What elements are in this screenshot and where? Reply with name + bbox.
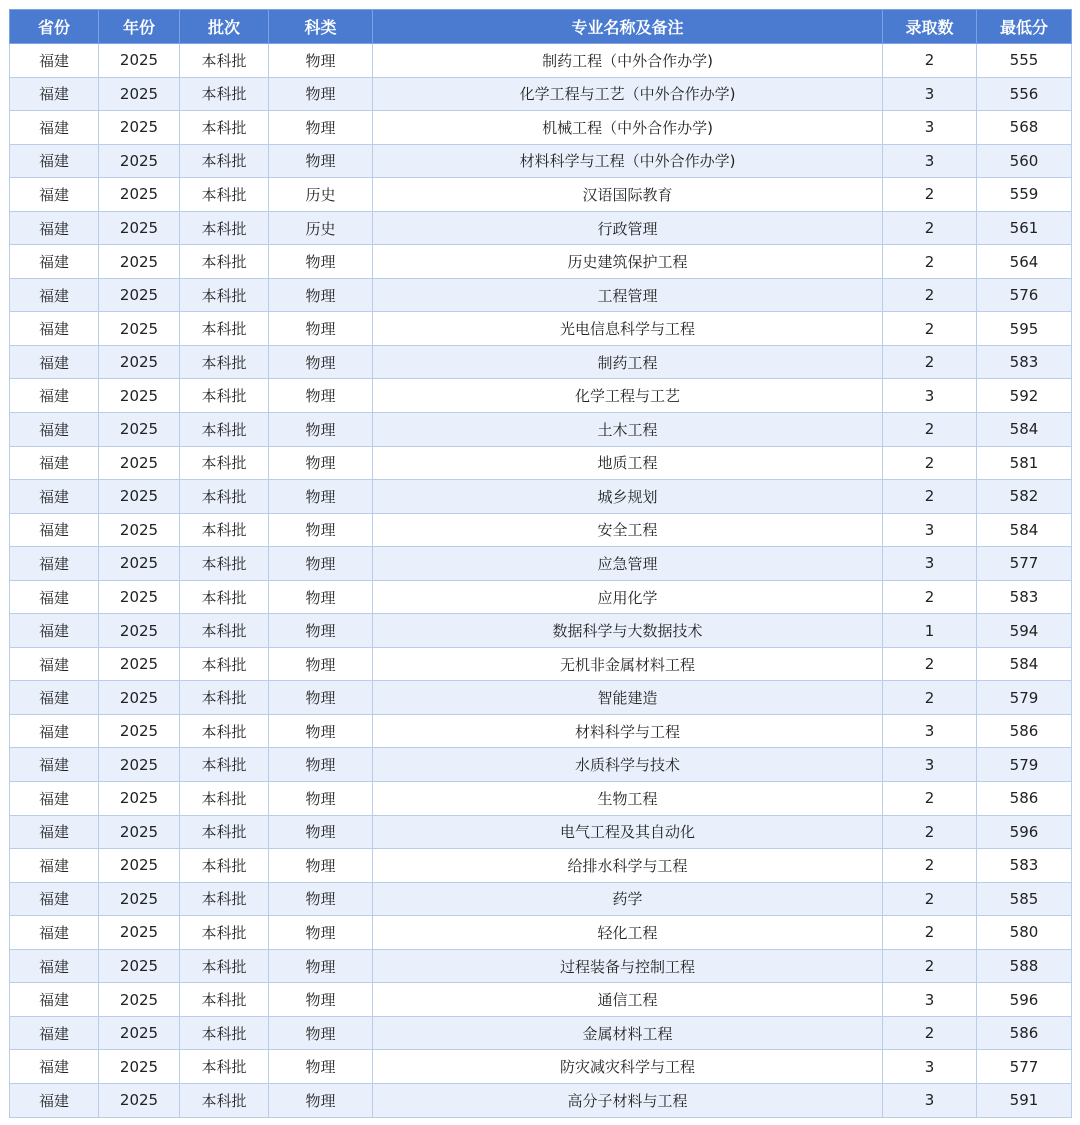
cell-min-score: 591 <box>977 1083 1072 1117</box>
cell-admitted-count: 2 <box>883 916 977 950</box>
cell-province: 福建 <box>10 1050 99 1084</box>
cell-year: 2025 <box>99 144 180 178</box>
cell-province: 福建 <box>10 849 99 883</box>
cell-year: 2025 <box>99 1050 180 1084</box>
cell-province: 福建 <box>10 949 99 983</box>
table-row <box>10 178 1072 212</box>
cell-year: 2025 <box>99 882 180 916</box>
cell-batch: 本科批 <box>180 614 269 648</box>
cell-admitted-count: 3 <box>883 983 977 1017</box>
cell-year: 2025 <box>99 211 180 245</box>
cell-subject-category: 物理 <box>269 614 373 648</box>
cell-province: 福建 <box>10 580 99 614</box>
cell-min-score: 555 <box>977 44 1072 78</box>
cell-province: 福建 <box>10 1083 99 1117</box>
cell-subject-category: 物理 <box>269 580 373 614</box>
cell-admitted-count: 2 <box>883 178 977 212</box>
cell-min-score: 594 <box>977 614 1072 648</box>
cell-province: 福建 <box>10 882 99 916</box>
cell-major-name: 工程管理 <box>373 278 883 312</box>
cell-major-name: 金属材料工程 <box>373 1016 883 1050</box>
cell-province: 福建 <box>10 413 99 447</box>
cell-admitted-count: 2 <box>883 480 977 514</box>
header-year: 年份 <box>99 10 180 44</box>
cell-province: 福建 <box>10 714 99 748</box>
cell-major-name: 汉语国际教育 <box>373 178 883 212</box>
table-row <box>10 782 1072 816</box>
cell-batch: 本科批 <box>180 1083 269 1117</box>
table-row <box>10 614 1072 648</box>
cell-year: 2025 <box>99 345 180 379</box>
cell-subject-category: 物理 <box>269 714 373 748</box>
cell-batch: 本科批 <box>180 413 269 447</box>
cell-min-score: 579 <box>977 748 1072 782</box>
cell-min-score: 592 <box>977 379 1072 413</box>
table-body <box>10 44 1072 1118</box>
cell-admitted-count: 2 <box>883 312 977 346</box>
cell-province: 福建 <box>10 446 99 480</box>
cell-major-name: 土木工程 <box>373 413 883 447</box>
cell-batch: 本科批 <box>180 1016 269 1050</box>
cell-year: 2025 <box>99 446 180 480</box>
cell-batch: 本科批 <box>180 446 269 480</box>
cell-min-score: 584 <box>977 413 1072 447</box>
cell-major-name: 电气工程及其自动化 <box>373 815 883 849</box>
header-major-name: 专业名称及备注 <box>373 10 883 44</box>
cell-subject-category: 物理 <box>269 77 373 111</box>
cell-province: 福建 <box>10 647 99 681</box>
cell-subject-category: 物理 <box>269 345 373 379</box>
table-row <box>10 1050 1072 1084</box>
table-row <box>10 413 1072 447</box>
cell-subject-category: 物理 <box>269 815 373 849</box>
cell-year: 2025 <box>99 916 180 950</box>
cell-admitted-count: 2 <box>883 211 977 245</box>
cell-major-name: 化学工程与工艺 <box>373 379 883 413</box>
cell-subject-category: 物理 <box>269 111 373 145</box>
cell-province: 福建 <box>10 614 99 648</box>
cell-admitted-count: 2 <box>883 647 977 681</box>
cell-year: 2025 <box>99 379 180 413</box>
cell-subject-category: 物理 <box>269 983 373 1017</box>
table-row <box>10 580 1072 614</box>
cell-province: 福建 <box>10 1016 99 1050</box>
cell-min-score: 564 <box>977 245 1072 279</box>
cell-subject-category: 物理 <box>269 144 373 178</box>
cell-admitted-count: 3 <box>883 513 977 547</box>
admission-table-container <box>9 9 1071 1118</box>
cell-year: 2025 <box>99 647 180 681</box>
cell-year: 2025 <box>99 748 180 782</box>
table-row <box>10 44 1072 78</box>
cell-min-score: 595 <box>977 312 1072 346</box>
cell-province: 福建 <box>10 681 99 715</box>
cell-min-score: 568 <box>977 111 1072 145</box>
header-admitted-count: 录取数 <box>883 10 977 44</box>
cell-batch: 本科批 <box>180 547 269 581</box>
header-province: 省份 <box>10 10 99 44</box>
cell-batch: 本科批 <box>180 748 269 782</box>
cell-min-score: 583 <box>977 345 1072 379</box>
table-row <box>10 211 1072 245</box>
cell-year: 2025 <box>99 983 180 1017</box>
cell-major-name: 过程装备与控制工程 <box>373 949 883 983</box>
table-row <box>10 144 1072 178</box>
cell-major-name: 防灾减灾科学与工程 <box>373 1050 883 1084</box>
cell-year: 2025 <box>99 178 180 212</box>
cell-major-name: 给排水科学与工程 <box>373 849 883 883</box>
cell-year: 2025 <box>99 714 180 748</box>
cell-batch: 本科批 <box>180 312 269 346</box>
cell-subject-category: 物理 <box>269 44 373 78</box>
cell-province: 福建 <box>10 748 99 782</box>
cell-min-score: 586 <box>977 1016 1072 1050</box>
cell-year: 2025 <box>99 547 180 581</box>
cell-province: 福建 <box>10 44 99 78</box>
cell-year: 2025 <box>99 111 180 145</box>
cell-major-name: 光电信息科学与工程 <box>373 312 883 346</box>
cell-province: 福建 <box>10 245 99 279</box>
cell-province: 福建 <box>10 815 99 849</box>
cell-major-name: 通信工程 <box>373 983 883 1017</box>
table-row <box>10 446 1072 480</box>
cell-year: 2025 <box>99 245 180 279</box>
cell-subject-category: 物理 <box>269 748 373 782</box>
cell-major-name: 城乡规划 <box>373 480 883 514</box>
header-min-score: 最低分 <box>977 10 1072 44</box>
table-row <box>10 245 1072 279</box>
cell-min-score: 586 <box>977 714 1072 748</box>
cell-major-name: 药学 <box>373 882 883 916</box>
cell-admitted-count: 2 <box>883 849 977 883</box>
cell-province: 福建 <box>10 513 99 547</box>
cell-min-score: 583 <box>977 849 1072 883</box>
table-row <box>10 480 1072 514</box>
cell-admitted-count: 3 <box>883 111 977 145</box>
table-row <box>10 916 1072 950</box>
cell-min-score: 596 <box>977 815 1072 849</box>
cell-major-name: 材料科学与工程 <box>373 714 883 748</box>
cell-batch: 本科批 <box>180 211 269 245</box>
cell-subject-category: 物理 <box>269 1083 373 1117</box>
cell-province: 福建 <box>10 782 99 816</box>
cell-year: 2025 <box>99 413 180 447</box>
cell-year: 2025 <box>99 580 180 614</box>
cell-min-score: 585 <box>977 882 1072 916</box>
cell-admitted-count: 2 <box>883 413 977 447</box>
cell-admitted-count: 3 <box>883 379 977 413</box>
cell-min-score: 577 <box>977 547 1072 581</box>
cell-min-score: 596 <box>977 983 1072 1017</box>
cell-subject-category: 物理 <box>269 480 373 514</box>
cell-province: 福建 <box>10 178 99 212</box>
cell-admitted-count: 2 <box>883 44 977 78</box>
cell-major-name: 化学工程与工艺（中外合作办学) <box>373 77 883 111</box>
cell-min-score: 559 <box>977 178 1072 212</box>
cell-min-score: 588 <box>977 949 1072 983</box>
cell-province: 福建 <box>10 312 99 346</box>
cell-batch: 本科批 <box>180 178 269 212</box>
cell-major-name: 高分子材料与工程 <box>373 1083 883 1117</box>
cell-admitted-count: 2 <box>883 446 977 480</box>
table-row <box>10 278 1072 312</box>
cell-major-name: 行政管理 <box>373 211 883 245</box>
cell-subject-category: 物理 <box>269 949 373 983</box>
cell-min-score: 582 <box>977 480 1072 514</box>
cell-subject-category: 物理 <box>269 882 373 916</box>
cell-batch: 本科批 <box>180 647 269 681</box>
cell-batch: 本科批 <box>180 77 269 111</box>
cell-admitted-count: 2 <box>883 782 977 816</box>
cell-subject-category: 物理 <box>269 849 373 883</box>
cell-year: 2025 <box>99 614 180 648</box>
cell-subject-category: 物理 <box>269 1050 373 1084</box>
table-row <box>10 1016 1072 1050</box>
cell-batch: 本科批 <box>180 681 269 715</box>
cell-year: 2025 <box>99 513 180 547</box>
cell-subject-category: 物理 <box>269 916 373 950</box>
cell-admitted-count: 3 <box>883 1050 977 1084</box>
cell-subject-category: 物理 <box>269 647 373 681</box>
table-row <box>10 513 1072 547</box>
cell-subject-category: 历史 <box>269 178 373 212</box>
cell-major-name: 生物工程 <box>373 782 883 816</box>
cell-admitted-count: 2 <box>883 949 977 983</box>
cell-admitted-count: 3 <box>883 77 977 111</box>
cell-major-name: 应用化学 <box>373 580 883 614</box>
cell-subject-category: 物理 <box>269 278 373 312</box>
cell-subject-category: 物理 <box>269 513 373 547</box>
cell-min-score: 581 <box>977 446 1072 480</box>
table-row <box>10 111 1072 145</box>
cell-subject-category: 物理 <box>269 446 373 480</box>
cell-batch: 本科批 <box>180 144 269 178</box>
cell-subject-category: 物理 <box>269 413 373 447</box>
cell-subject-category: 物理 <box>269 547 373 581</box>
table-row <box>10 77 1072 111</box>
cell-batch: 本科批 <box>180 714 269 748</box>
table-row <box>10 681 1072 715</box>
cell-batch: 本科批 <box>180 916 269 950</box>
cell-min-score: 586 <box>977 782 1072 816</box>
cell-year: 2025 <box>99 77 180 111</box>
cell-major-name: 制药工程 <box>373 345 883 379</box>
cell-province: 福建 <box>10 916 99 950</box>
cell-admitted-count: 2 <box>883 1016 977 1050</box>
cell-major-name: 安全工程 <box>373 513 883 547</box>
cell-province: 福建 <box>10 111 99 145</box>
cell-major-name: 轻化工程 <box>373 916 883 950</box>
cell-min-score: 577 <box>977 1050 1072 1084</box>
cell-batch: 本科批 <box>180 882 269 916</box>
table-row <box>10 949 1072 983</box>
cell-min-score: 576 <box>977 278 1072 312</box>
cell-admitted-count: 2 <box>883 815 977 849</box>
cell-admitted-count: 3 <box>883 748 977 782</box>
table-row <box>10 748 1072 782</box>
cell-major-name: 无机非金属材料工程 <box>373 647 883 681</box>
cell-year: 2025 <box>99 44 180 78</box>
table-row <box>10 815 1072 849</box>
header-batch: 批次 <box>180 10 269 44</box>
cell-batch: 本科批 <box>180 278 269 312</box>
cell-min-score: 556 <box>977 77 1072 111</box>
table-row <box>10 714 1072 748</box>
cell-year: 2025 <box>99 312 180 346</box>
cell-year: 2025 <box>99 681 180 715</box>
cell-min-score: 579 <box>977 681 1072 715</box>
cell-year: 2025 <box>99 782 180 816</box>
table-header <box>10 10 1072 44</box>
cell-subject-category: 物理 <box>269 782 373 816</box>
cell-batch: 本科批 <box>180 111 269 145</box>
cell-batch: 本科批 <box>180 983 269 1017</box>
table-row <box>10 1083 1072 1117</box>
cell-major-name: 地质工程 <box>373 446 883 480</box>
cell-year: 2025 <box>99 949 180 983</box>
cell-admitted-count: 3 <box>883 547 977 581</box>
cell-admitted-count: 3 <box>883 144 977 178</box>
cell-admitted-count: 2 <box>883 882 977 916</box>
cell-major-name: 数据科学与大数据技术 <box>373 614 883 648</box>
cell-batch: 本科批 <box>180 580 269 614</box>
cell-batch: 本科批 <box>180 949 269 983</box>
cell-batch: 本科批 <box>180 1050 269 1084</box>
cell-subject-category: 历史 <box>269 211 373 245</box>
cell-admitted-count: 2 <box>883 245 977 279</box>
cell-admitted-count: 2 <box>883 681 977 715</box>
cell-major-name: 历史建筑保护工程 <box>373 245 883 279</box>
cell-min-score: 583 <box>977 580 1072 614</box>
table-row <box>10 312 1072 346</box>
cell-admitted-count: 2 <box>883 278 977 312</box>
cell-min-score: 584 <box>977 647 1072 681</box>
table-row <box>10 983 1072 1017</box>
cell-min-score: 580 <box>977 916 1072 950</box>
cell-min-score: 560 <box>977 144 1072 178</box>
cell-major-name: 智能建造 <box>373 681 883 715</box>
admission-table <box>9 9 1072 1118</box>
cell-year: 2025 <box>99 1016 180 1050</box>
cell-province: 福建 <box>10 480 99 514</box>
cell-subject-category: 物理 <box>269 681 373 715</box>
cell-min-score: 561 <box>977 211 1072 245</box>
cell-year: 2025 <box>99 849 180 883</box>
cell-batch: 本科批 <box>180 345 269 379</box>
cell-province: 福建 <box>10 77 99 111</box>
cell-major-name: 应急管理 <box>373 547 883 581</box>
cell-major-name: 水质科学与技术 <box>373 748 883 782</box>
table-row <box>10 379 1072 413</box>
cell-batch: 本科批 <box>180 245 269 279</box>
cell-subject-category: 物理 <box>269 245 373 279</box>
cell-subject-category: 物理 <box>269 379 373 413</box>
table-row <box>10 547 1072 581</box>
header-row <box>10 10 1072 44</box>
cell-province: 福建 <box>10 379 99 413</box>
cell-subject-category: 物理 <box>269 1016 373 1050</box>
cell-province: 福建 <box>10 345 99 379</box>
cell-batch: 本科批 <box>180 782 269 816</box>
cell-admitted-count: 2 <box>883 580 977 614</box>
cell-province: 福建 <box>10 211 99 245</box>
cell-batch: 本科批 <box>180 379 269 413</box>
cell-year: 2025 <box>99 815 180 849</box>
cell-subject-category: 物理 <box>269 312 373 346</box>
cell-year: 2025 <box>99 278 180 312</box>
cell-major-name: 制药工程（中外合作办学) <box>373 44 883 78</box>
cell-province: 福建 <box>10 144 99 178</box>
cell-province: 福建 <box>10 547 99 581</box>
table-row <box>10 849 1072 883</box>
cell-year: 2025 <box>99 480 180 514</box>
cell-major-name: 材料科学与工程（中外合作办学) <box>373 144 883 178</box>
table-row <box>10 647 1072 681</box>
cell-admitted-count: 3 <box>883 714 977 748</box>
cell-major-name: 机械工程（中外合作办学) <box>373 111 883 145</box>
table-row <box>10 882 1072 916</box>
cell-admitted-count: 1 <box>883 614 977 648</box>
cell-batch: 本科批 <box>180 480 269 514</box>
cell-admitted-count: 3 <box>883 1083 977 1117</box>
cell-province: 福建 <box>10 983 99 1017</box>
cell-batch: 本科批 <box>180 44 269 78</box>
cell-batch: 本科批 <box>180 815 269 849</box>
table-row <box>10 345 1072 379</box>
cell-admitted-count: 2 <box>883 345 977 379</box>
cell-province: 福建 <box>10 278 99 312</box>
cell-batch: 本科批 <box>180 513 269 547</box>
cell-year: 2025 <box>99 1083 180 1117</box>
cell-batch: 本科批 <box>180 849 269 883</box>
header-subject-category: 科类 <box>269 10 373 44</box>
cell-min-score: 584 <box>977 513 1072 547</box>
